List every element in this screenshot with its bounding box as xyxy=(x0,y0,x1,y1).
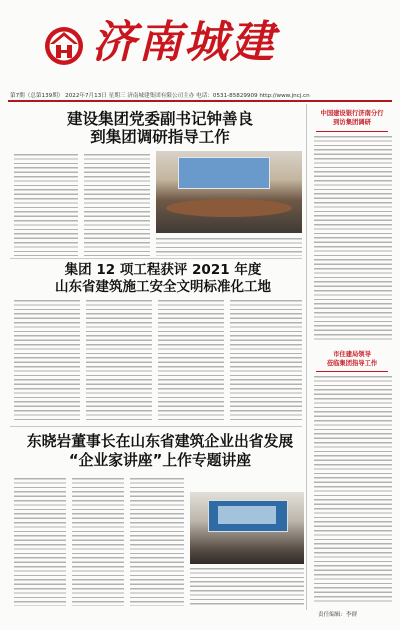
issue-info-line: 第7期（总第139期） 2022年7月13日 星期三 济南城建集团有限公司主办 电话：0531-85829909 http://www.jncj.cn xyxy=(10,93,310,99)
article-2-column-3 xyxy=(158,300,224,422)
article-1-column-2 xyxy=(84,154,150,256)
article-separator xyxy=(10,258,302,259)
article-3-column-3 xyxy=(130,478,184,606)
company-logo-icon xyxy=(44,26,84,66)
sidebar-rule xyxy=(316,131,388,132)
sidebar-column-2 xyxy=(314,376,392,602)
article-2-column-2 xyxy=(86,300,152,422)
article-1-column-1 xyxy=(14,154,78,256)
article-1-headline: 建设集团党委副书记钟善良 到集团调研指导工作 xyxy=(66,110,253,146)
article-2-column-4 xyxy=(230,300,302,422)
newspaper-title: 济南城建 xyxy=(92,17,276,68)
sidebar-rule xyxy=(316,371,388,372)
column-divider xyxy=(306,104,307,610)
editor-credit: 责任编辑：李群 xyxy=(318,612,358,618)
article-1-column-3 xyxy=(156,238,302,256)
sidebar-column-1 xyxy=(314,136,392,342)
article-separator xyxy=(10,426,302,427)
article-1-photo xyxy=(156,151,302,233)
article-3-column-2 xyxy=(72,478,124,606)
company-logo xyxy=(44,26,84,66)
article-2-headline: 集团 12 项工程获评 2021 年度 山东省建筑施工安全文明标准化工地 xyxy=(55,262,271,295)
article-2-column-1 xyxy=(14,300,80,422)
sidebar-headline-2: 市住建局领导 莅临集团指导工作 xyxy=(326,351,378,367)
article-3-photo xyxy=(190,492,304,564)
article-3-column-4 xyxy=(190,568,304,606)
masthead-rule xyxy=(8,100,392,102)
article-3-column-1 xyxy=(14,478,66,606)
sidebar-headline-1: 中国建设银行济南分行 到访集团调研 xyxy=(320,110,384,126)
article-3-headline: 东晓岩董事长在山东省建筑企业出省发展 “企业家讲座”上作专题讲座 xyxy=(26,433,294,469)
